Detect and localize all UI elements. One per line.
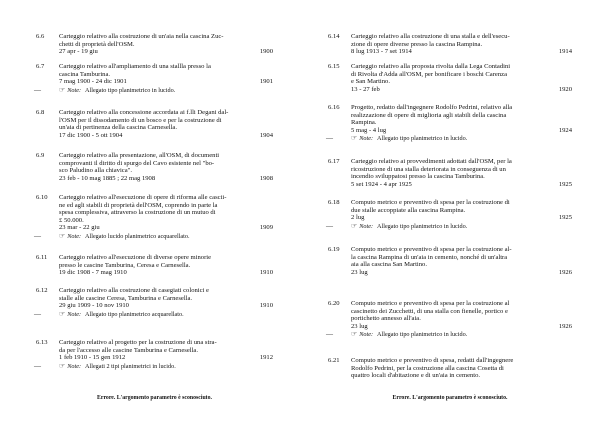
note-dash: — xyxy=(34,85,41,94)
entry-year: 1904 xyxy=(259,131,273,139)
entry-note xyxy=(326,330,572,339)
pointing-hand-icon: ☞ xyxy=(59,232,66,240)
description-line: la cascina Rampina di un'aia in cemento, nonché di un'altra xyxy=(351,253,508,261)
description-line: realizzazione di opere di miglioria agli stabili della cascina xyxy=(351,111,507,119)
note-dash: — xyxy=(326,330,333,339)
description-line: zione di opere diverse presso la cascina Rampina. xyxy=(351,40,483,48)
description-line: un'aia di pertinenza della cascina Carnesella. xyxy=(59,124,177,132)
entry-note xyxy=(34,232,273,241)
note-prefix: Note: xyxy=(67,233,82,240)
note-text: Allegato tipo planimetrico in lucido. xyxy=(377,135,468,143)
archive-entry xyxy=(328,246,572,276)
archive-entry xyxy=(36,254,273,277)
entry-description xyxy=(59,287,253,310)
footer-right: Errore. L'argomento parametro è sconosciuto. xyxy=(392,395,508,401)
entry-number: 6.7 xyxy=(36,63,45,70)
entry-number: 6.17 xyxy=(328,158,340,165)
description-line: Progetto, redatto dall'ingegnere Rodolfo Pedrini, relativo alla xyxy=(351,104,513,111)
description-line: l'OSM per il dissodamento di un bosco e per la costruzione di xyxy=(59,116,222,124)
description-line: Computo metrico e preventivo di spesa per la costruzione al- xyxy=(351,246,512,253)
description-line: ne ed agli stabili di proprietà dell'OSM, coprendo in parte la xyxy=(59,201,218,209)
entry-date: 29 giu 1909 - 10 nov 1910 xyxy=(59,302,129,310)
entry-year: 1926 xyxy=(558,322,572,330)
description-line: Carteggio relativo all'ampliamento di una stallla presso la xyxy=(59,63,211,70)
archive-entry xyxy=(34,194,273,240)
note-text: Allegato tipo planimetrico acquarellato. xyxy=(85,310,184,318)
entry-number: 6.6 xyxy=(36,33,45,40)
description-line: comprovanti il diritto di spurgo del Cavo esistente nel "bo- xyxy=(59,159,215,167)
description-line: Carteggio relativo ai provvedimenti adottati dall'OSM, per la xyxy=(351,158,512,165)
description-line: Carteggio relativo alla costruzione di una stalla e dell'esecu- xyxy=(351,33,510,40)
entry-year: 1925 xyxy=(558,214,572,222)
entry-year: 1901 xyxy=(259,78,273,86)
archive-entry xyxy=(36,33,273,56)
description-line: Carteggio relativo alla concessione accordata ai f.lli Degani dal- xyxy=(59,109,229,116)
entry-date: 7 mag 1900 - 24 dic 1901 xyxy=(59,78,127,86)
entry-description xyxy=(59,194,253,232)
description-line: portichetto annesso all'aia. xyxy=(351,315,421,323)
archive-entry xyxy=(328,158,572,188)
entry-date: 5 mag - 4 lug xyxy=(351,126,387,134)
entry-date: 27 apr - 19 giu xyxy=(59,48,98,56)
description-line: cascina Tamburina. xyxy=(59,70,111,78)
entry-number: 6.19 xyxy=(328,246,340,253)
pointing-hand-icon: ☞ xyxy=(59,85,66,94)
description-line: incendio sviluppatosi presso la cascina Tamburina. xyxy=(351,173,485,181)
note-dash: — xyxy=(34,232,41,240)
entry-number: 6.9 xyxy=(36,152,45,159)
description-line: presso le cascine Tamburina, Ceresa e Carnesella. xyxy=(59,261,191,269)
entry-date: 8 lug 1913 - 7 set 1914 xyxy=(351,48,412,56)
note-prefix: Note: xyxy=(359,222,374,230)
entry-number: 6.21 xyxy=(328,357,340,364)
entry-date: 2 lug xyxy=(351,214,365,222)
pointing-hand-icon: ☞ xyxy=(351,134,358,143)
description-line: Carteggio relativo al progetto per la costruzione di una stra- xyxy=(59,339,217,346)
entry-description xyxy=(59,152,253,182)
entry-year: 1910 xyxy=(259,269,273,277)
note-dash: — xyxy=(326,221,333,230)
description-line: Carteggio relativo alla presentazione, all'OSM, di documenti xyxy=(59,152,220,159)
archive-entry xyxy=(326,104,572,143)
entry-date: 23 mar - 22 giu xyxy=(59,224,100,232)
archive-entry xyxy=(328,357,572,380)
note-text: Allegato tipo planimetrico in lucido. xyxy=(377,331,468,339)
description-line: £ 50.000. xyxy=(59,216,84,224)
description-line: Rodolfo Pedrini, per la costruzione alla cascina Cosetta di xyxy=(351,364,504,372)
description-line: di Rivolta d'Adda all'OSM, per bonificare i boschi Carenza xyxy=(351,70,508,78)
note-dash: — xyxy=(34,361,41,370)
entry-number: 6.13 xyxy=(36,339,48,346)
description-line: Carteggio relativo all'esecuzione di diverse opere minorie xyxy=(59,254,212,261)
entry-description xyxy=(351,63,552,93)
entry-number: 6.11 xyxy=(36,254,48,261)
description-line: Carteggio relativo alla proposta rivolta dalla Lega Contadini xyxy=(351,63,511,70)
description-line: quattro locali d'abitazione e di un'aia in cemento. xyxy=(351,372,481,380)
entry-year: 1909 xyxy=(259,224,273,232)
description-line: Computo metrico e preventivo di spesa per la costruzione al xyxy=(351,300,510,307)
entry-note xyxy=(34,361,273,371)
entry-number: 6.12 xyxy=(36,287,48,294)
entry-note xyxy=(34,309,273,319)
entry-number: 6.18 xyxy=(328,199,340,206)
note-prefix: Note: xyxy=(359,331,374,339)
entry-description xyxy=(351,104,552,134)
note-text: Allegato tipo planimetrico in lucido. xyxy=(85,86,176,94)
entry-year: 1914 xyxy=(558,48,572,56)
entry-note xyxy=(326,134,572,143)
entry-number: 6.14 xyxy=(328,33,340,40)
entry-description xyxy=(351,300,552,330)
entry-number: 6.15 xyxy=(328,63,340,70)
entry-date: 17 dic 1900 - 5 ott 1904 xyxy=(59,131,123,139)
entry-note xyxy=(326,221,572,231)
entry-number: 6.8 xyxy=(36,109,45,116)
note-text: Allegato lucido planimetrico acquarellato. xyxy=(85,233,190,240)
entry-year: 1920 xyxy=(558,85,572,93)
entry-year: 1900 xyxy=(259,48,273,56)
entry-date: 23 lug xyxy=(351,268,368,276)
entry-description xyxy=(351,246,552,276)
description-line: stalle alle cascine Ceresa, Tamburina e Carnesella. xyxy=(59,294,193,302)
description-line: Carteggio relativo alla costruzione di casegiati colonici e xyxy=(59,287,209,294)
entry-date: 5 set 1924 - 4 apr 1925 xyxy=(351,180,412,188)
note-dash: — xyxy=(326,134,333,143)
note-prefix: Note: xyxy=(67,86,82,94)
archive-entry xyxy=(34,287,273,318)
description-line: e San Martino. xyxy=(351,78,391,86)
pointing-hand-icon: ☞ xyxy=(351,330,358,339)
description-line: da per l'accesso alle cascine Tamburina e Carnesella. xyxy=(59,346,199,354)
entry-date: 13 - 27 feb xyxy=(351,85,380,93)
entry-number: 6.10 xyxy=(36,194,48,201)
note-text: Allegato tipo planimetrico in lucido. xyxy=(377,222,468,230)
description-line: cascinetto dei Zucchetti, di una stalla con fienelle, portico e xyxy=(351,307,508,315)
note-text: Allegati 2 tipi planimetrici in lucido. xyxy=(85,362,176,370)
pointing-hand-icon: ☞ xyxy=(59,361,66,370)
footer-left: Errore. L'argomento parametro è sconosciuto. xyxy=(97,395,212,401)
note-prefix: Note: xyxy=(67,310,82,318)
entry-description xyxy=(59,254,253,277)
archive-entry xyxy=(328,63,572,93)
description-line: spesa complessiva, attraverso la costruzione di un mutuo di xyxy=(59,209,216,217)
entry-year: 1912 xyxy=(259,354,273,362)
description-line: sco Paludino alla chiavica". xyxy=(59,167,133,175)
entry-year: 1925 xyxy=(558,180,572,188)
entry-number: 6.16 xyxy=(328,104,340,111)
description-line: Carteggio relativo alla costruzione di un'aia nella cascina Zuc- xyxy=(59,33,224,40)
description-line: Rampina. xyxy=(351,119,377,127)
entry-date: 1 feb 1910 - 15 gen 1912 xyxy=(59,354,126,362)
note-prefix: Note: xyxy=(359,135,374,143)
description-line: Computo metrico e preventivo di spesa per la costruzione di xyxy=(351,199,510,206)
entry-description xyxy=(351,158,552,188)
description-line: aia alla cascina San Martino. xyxy=(351,261,427,269)
entry-number: 6.20 xyxy=(328,300,340,307)
entry-date: 23 lug xyxy=(351,322,368,330)
archive-entry xyxy=(326,300,572,339)
note-prefix: Note: xyxy=(67,362,82,370)
entry-description xyxy=(59,33,253,56)
archive-entry xyxy=(36,109,273,139)
entry-year: 1910 xyxy=(259,302,273,310)
entry-description xyxy=(351,33,552,56)
entry-description xyxy=(59,63,253,86)
entry-year: 1926 xyxy=(558,268,572,276)
entry-description xyxy=(351,199,552,222)
entry-year: 1908 xyxy=(259,174,273,182)
archive-entry xyxy=(34,339,273,370)
description-line: chetti di proprietà dell'OSM. xyxy=(59,40,135,48)
entry-description xyxy=(59,339,253,362)
archive-entry xyxy=(36,152,273,182)
entry-year: 1924 xyxy=(558,126,572,134)
description-line: ricostruzione di una stalla deteriorata in conseguenza di un xyxy=(351,165,506,173)
archive-entry xyxy=(328,33,572,56)
entry-note xyxy=(34,85,273,95)
pointing-hand-icon: ☞ xyxy=(59,309,66,318)
pointing-hand-icon: ☞ xyxy=(351,221,358,230)
description-line: due stalle accoppiate alla cascina Rampina. xyxy=(351,206,466,214)
entry-date: 19 dic 1908 - 7 mag 1910 xyxy=(59,269,127,277)
description-line: Carteggio relativo all'esecuzione di opere di riforma alle cascii- xyxy=(59,194,227,201)
note-dash: — xyxy=(34,309,41,318)
archive-entry xyxy=(34,63,273,94)
entry-description xyxy=(351,357,552,380)
description-line: Computo metrico e preventivo di spesa, redatti dall'ingegnere xyxy=(351,357,514,364)
entry-date: 23 feb - 10 mag 1885 ; 22 mag 1908 xyxy=(59,174,156,182)
entry-description xyxy=(59,109,253,139)
archive-entry xyxy=(326,199,572,230)
